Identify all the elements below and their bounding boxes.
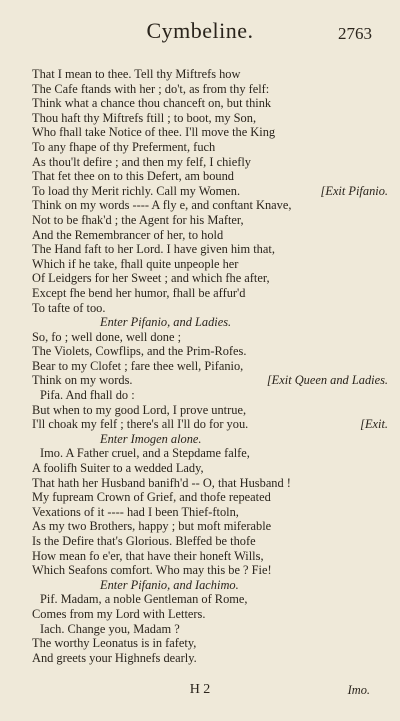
verse-line [32, 388, 388, 403]
line-text: Thou haft thy Miftrefs ftill ; to boot, my Son, [32, 110, 257, 125]
verse-line [32, 607, 388, 622]
line-text: As thou'lt defire ; and then my felf, I chiefly [32, 154, 252, 169]
line-text: Think on my words. [32, 373, 133, 388]
verse-line [32, 651, 388, 666]
verse-line [32, 198, 388, 213]
verse-line [32, 228, 388, 243]
line-text: Bear to my Clofet ; fare thee well, Pifanio, [32, 358, 244, 373]
line-text: To load thy Merit richly. Call my Women. [32, 183, 241, 198]
verse-line [32, 155, 388, 170]
verse-line [32, 242, 388, 257]
line-text: That hath her Husband banifh'd -- O, that Husband ! [32, 475, 291, 490]
line-text: The Cafe ftands with her ; do't, as from thy felf: [32, 81, 270, 96]
verse-line [32, 286, 388, 301]
verse-line [32, 301, 388, 316]
verse-line [32, 636, 388, 651]
line-text: A foolifh Suiter to a wedded Lady, [32, 461, 204, 476]
catchword: Imo. [347, 683, 370, 697]
verse-line [32, 359, 388, 374]
line-text: Is the Defire that's Glorious. Bleffed be thofe [32, 534, 256, 548]
line-text: Pif. Madam, a noble Gentleman of Rome, [40, 592, 248, 607]
line-text: Not to be fhak'd ; the Agent for his Mafter, [32, 212, 244, 227]
verse-line [32, 446, 388, 461]
page-header [0, 12, 400, 48]
line-text: So, fo ; well done, well done ; [32, 329, 182, 344]
verse-text [32, 67, 388, 665]
line-text: The Violets, Cowflips, and the Prim-Rofes. [32, 344, 247, 359]
verse-line [32, 140, 388, 155]
line-text: Who fhall take Notice of thee. I'll move the King [32, 125, 276, 140]
verse-line [32, 67, 388, 82]
line-text: Think what a chance thou chanceft on, but think [32, 96, 272, 111]
line-text: Except fhe bend her humor, fhall be affur'd [32, 285, 246, 300]
line-text: I'll choak my felf ; there's all I'll do for you. [32, 417, 249, 432]
line-text: How mean fo e'er, that have their honeft Wills, [32, 548, 264, 563]
verse-line [32, 505, 388, 520]
verse-line [32, 519, 388, 534]
verse-line [32, 490, 388, 505]
line-text: Which if he take, fhall quite unpeople her [32, 256, 239, 271]
line-text: Iach. Change you, Madam ? [40, 621, 180, 636]
exit-direction: [Exit Queen and Ladies. [266, 373, 388, 388]
stage-direction [32, 432, 388, 447]
verse-line [32, 622, 388, 637]
line-text: The Hand faft to her Lord. I have given him that, [32, 242, 275, 257]
verse-line [32, 563, 388, 578]
line-text: Of Leidgers for her Sweet ; and which fhe after, [32, 271, 270, 286]
verse-line [32, 549, 388, 564]
verse-line [32, 476, 388, 491]
line-text: But when to my good Lord, I prove untrue, [32, 402, 247, 417]
verse-line [32, 330, 388, 345]
verse-line [32, 271, 388, 286]
line-text: Enter Imogen alone. [100, 431, 202, 446]
verse-line [32, 111, 388, 126]
line-text: Pifa. And fhall do : [40, 388, 135, 403]
line-text: As my two Brothers, happy ; but moft miferable [32, 519, 272, 534]
signature-mark: H 2 [189, 682, 211, 697]
line-text: Think on my words ---- A fly e, and conftant Knave, [32, 198, 292, 213]
verse-line [32, 169, 388, 184]
verse-line [32, 125, 388, 140]
stage-direction [32, 578, 388, 593]
line-text: To tafte of too. [32, 300, 106, 315]
verse-line [32, 82, 388, 97]
line-text: And the Remembrancer of her, to hold [32, 227, 224, 242]
page-footer [0, 682, 400, 702]
verse-line [32, 592, 388, 607]
line-text: Enter Pifanio, and Ladies. [100, 315, 232, 330]
page-number: 2763 [338, 24, 372, 43]
stage-direction [32, 315, 388, 330]
verse-line [32, 403, 388, 418]
line-text: Which Seafons comfort. Who may this be ? Fie! [32, 563, 272, 578]
verse-line [32, 96, 388, 111]
verse-line [32, 373, 388, 388]
verse-line [32, 417, 388, 432]
line-text: Vexations of it ---- had I been Thief-ftoln, [32, 504, 239, 519]
exit-direction: [Exit Pifanio. [320, 183, 388, 198]
verse-line [32, 461, 388, 476]
verse-line [32, 534, 388, 549]
line-text: That I mean to thee. Tell thy Miftrefs how [32, 67, 241, 81]
line-text: The worthy Leonatus is in fafety, [32, 636, 197, 651]
line-text: My fupream Crown of Grief, and thofe repeated [32, 490, 271, 505]
verse-line [32, 184, 388, 199]
exit-direction: [Exit. [360, 417, 388, 432]
verse-line [32, 257, 388, 272]
verse-line [32, 213, 388, 228]
verse-line [32, 344, 388, 359]
line-text: And greets your Highnefs dearly. [32, 650, 197, 665]
line-text: Comes from my Lord with Letters. [32, 606, 206, 621]
running-title: Cymbeline. [146, 18, 254, 43]
line-text: To any fhape of thy Preferment, fuch [32, 139, 216, 154]
line-text: Enter Pifanio, and Iachimo. [100, 577, 239, 592]
line-text: That fet thee on to this Defert, am bound [32, 169, 234, 184]
line-text: Imo. A Father cruel, and a Stepdame falfe, [40, 446, 250, 461]
